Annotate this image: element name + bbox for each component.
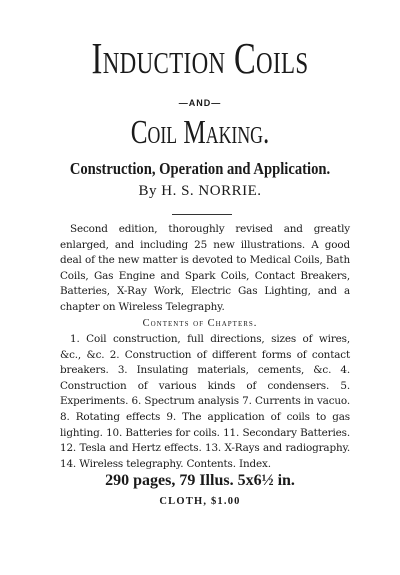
description-paragraph: Second edition, thoroughly revised and greatly enlarged, and including 25 new illustrations. A good deal of the new matter is devoted to Medical Coils, Bath Coils, Gas Engine and Spark Coils, Contact Breakers, Batteries, X-Ray Work, Electric Gas Lighting, and a chapter on Wireless Telegraphy. [60, 223, 350, 313]
contents-paragraph: 1. Coil construction, full directions, sizes of wires, &c., &c. 2. Construction of different forms of contact breakers. 3. Insulating materials, cements, &c. 4. Construction of various kinds of condensers. 5. Experiments. 6. Spectrum analysis 7. Currents in vacuo. 8. Rotating effects 9. The application of coils to gas lighting. 10. Batteries for coils. 11. Secondary Batteries. 12. Tesla and Hertz effects. 13. X-Rays and radiography. 14. Wireless telegraphy. Contents. Index. [60, 333, 350, 470]
book-title: Induction Coils [91, 34, 309, 83]
section-rule [172, 214, 232, 215]
contents-heading: Contents of Chapters. [142, 318, 258, 329]
price-line: CLOTH, $1.00 [159, 496, 241, 507]
book-subtitle: Coil Making. [130, 114, 270, 151]
book-tagline: Construction, Operation and Application. [69, 159, 331, 178]
and-divider-text: —AND— [178, 98, 222, 108]
pages-info: 290 pages, 79 Illus. 5x6½ in. [105, 472, 295, 489]
book-author: By H. S. NORRIE. [138, 183, 262, 199]
